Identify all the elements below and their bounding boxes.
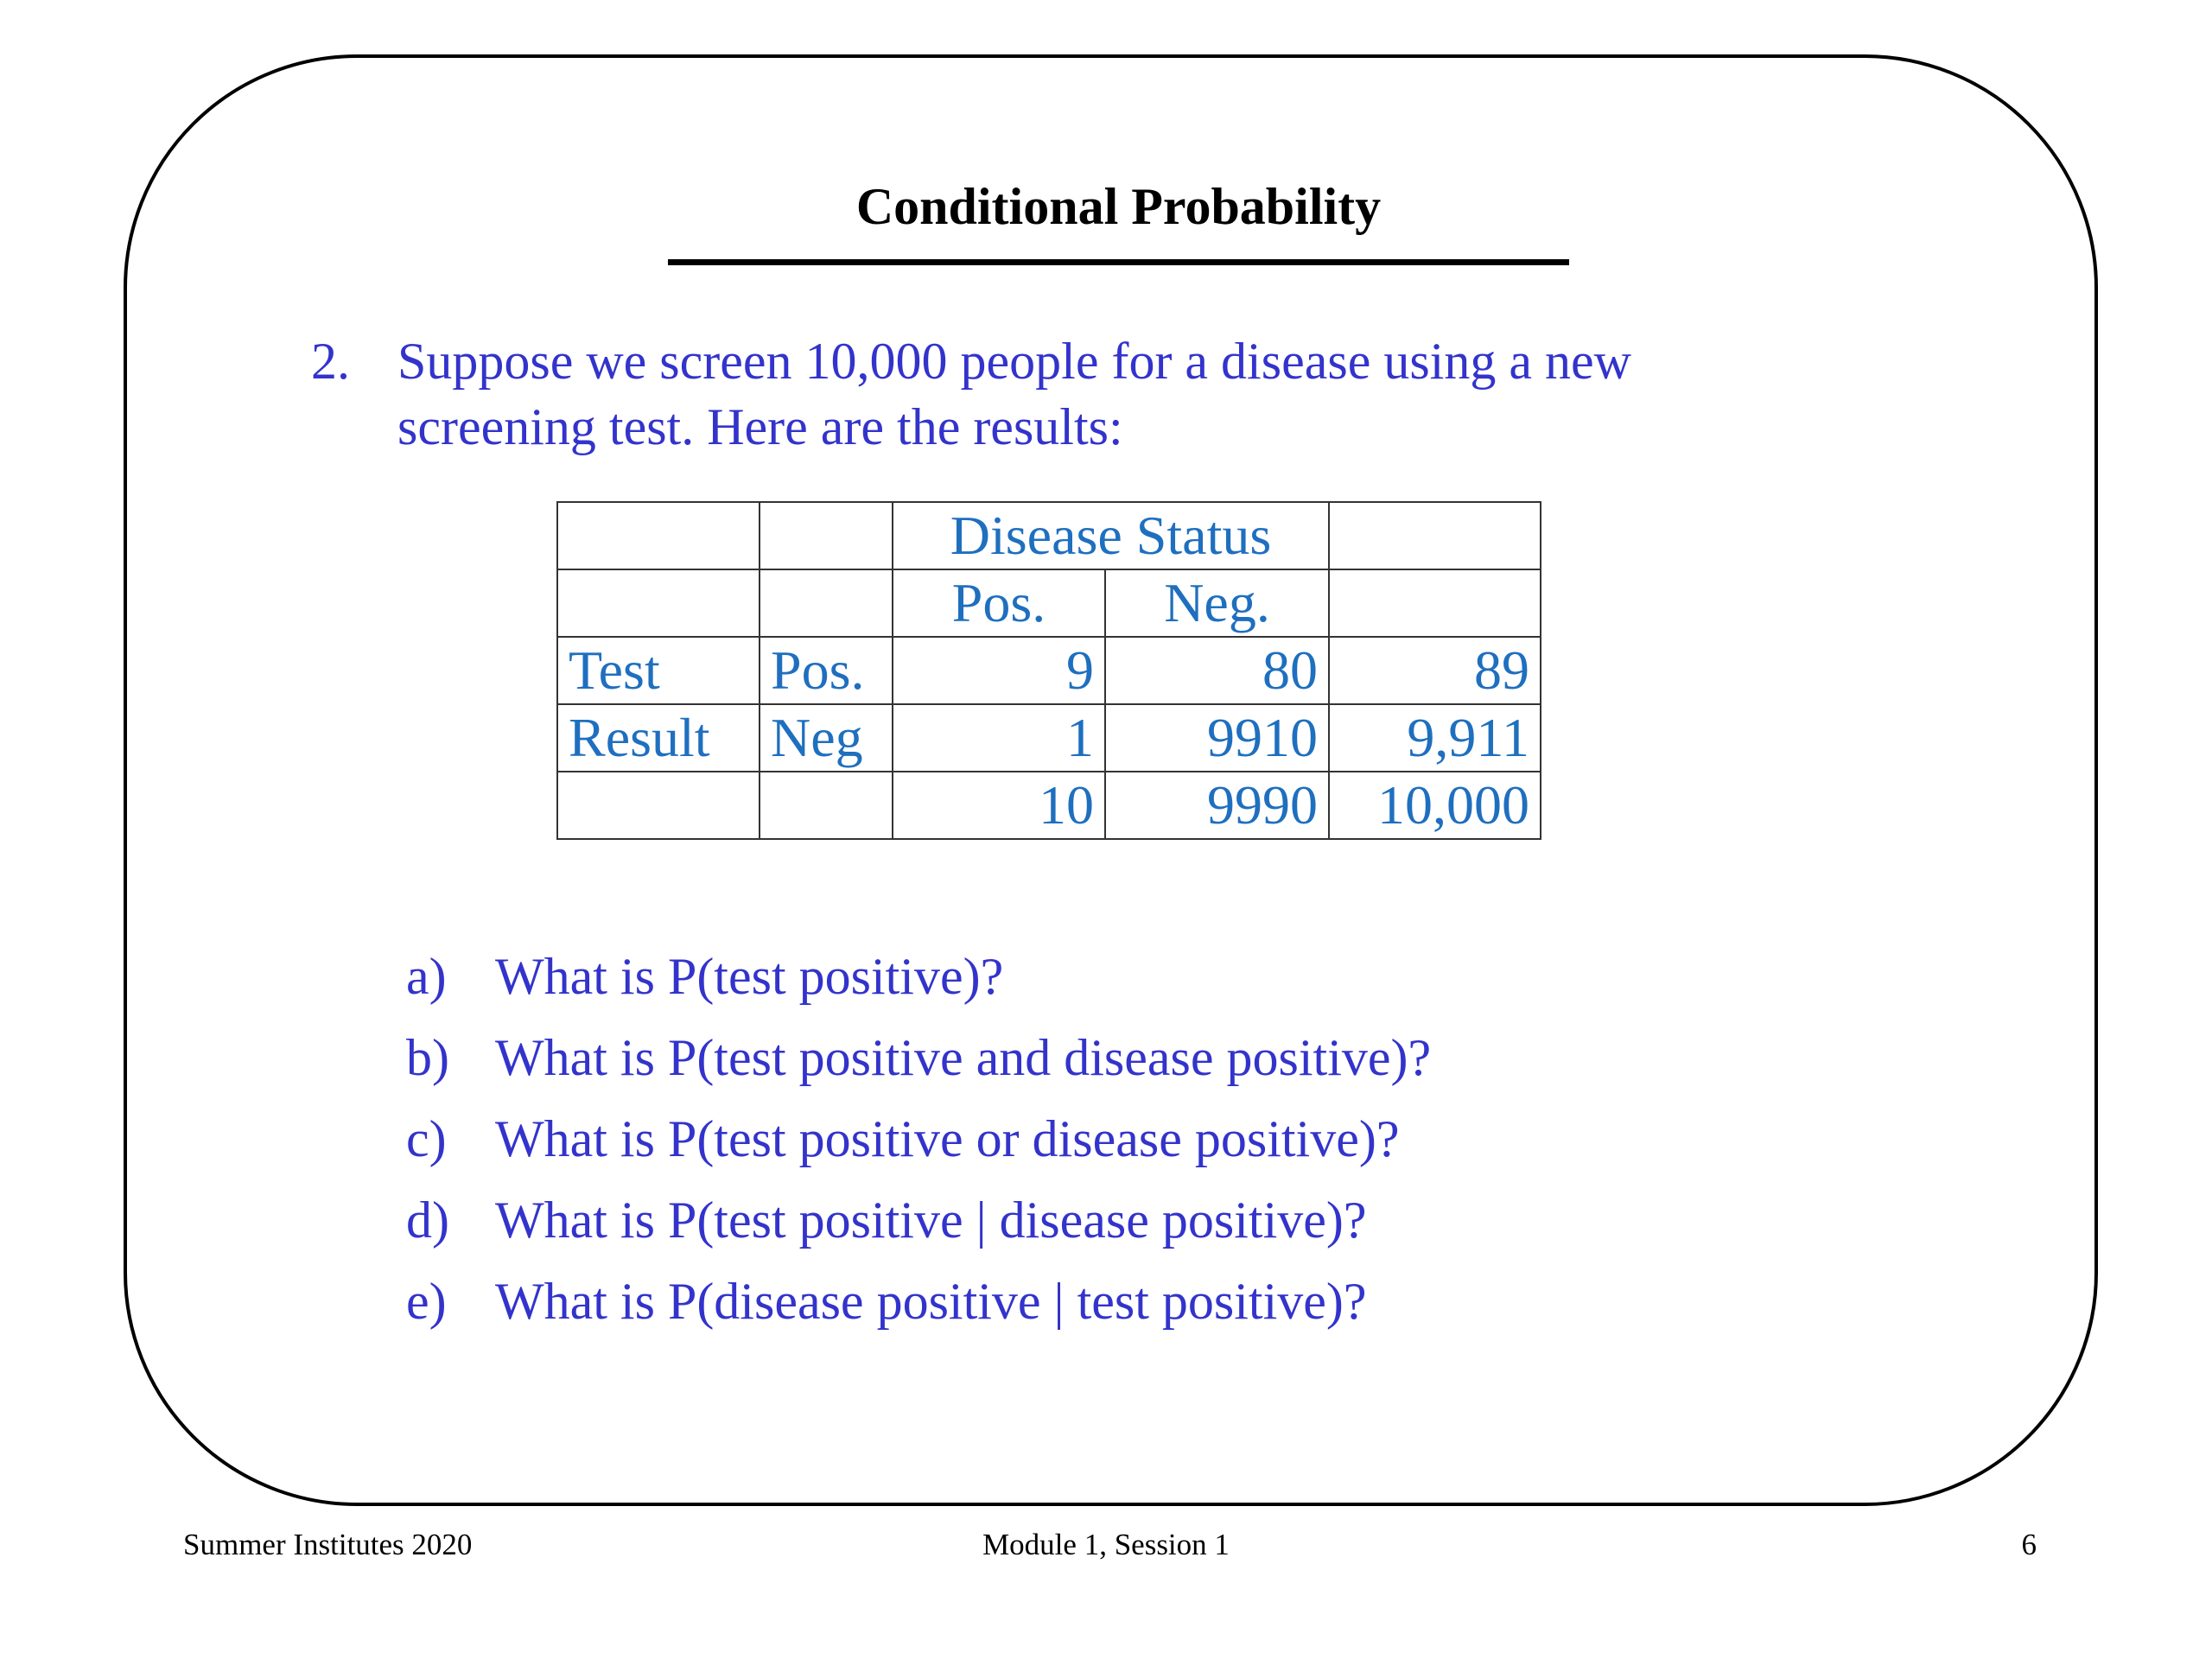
table-row-test-neg bbox=[557, 704, 1541, 772]
table-cell: 80 bbox=[1105, 637, 1329, 704]
list-item bbox=[406, 936, 2048, 1017]
table-header-row-1 bbox=[557, 502, 1541, 569]
results-table bbox=[556, 501, 1541, 840]
disease-status-header: Disease Status bbox=[893, 502, 1329, 569]
table-cell bbox=[557, 502, 760, 569]
table-cell bbox=[1329, 569, 1541, 637]
table-cell: 89 bbox=[1329, 637, 1541, 704]
row-label-pos: Pos. bbox=[760, 637, 893, 704]
table-cell bbox=[760, 569, 893, 637]
row-label-result: Result bbox=[557, 704, 760, 772]
table-cell: 9990 bbox=[1105, 772, 1329, 839]
question-label: d) bbox=[406, 1192, 449, 1249]
list-item bbox=[406, 1098, 2048, 1179]
footer-module: Module 1, Session 1 bbox=[982, 1528, 1230, 1561]
list-item bbox=[406, 1017, 2048, 1098]
table-cell: 9 bbox=[893, 637, 1105, 704]
question-label: e) bbox=[406, 1273, 447, 1330]
table-cell: 9,911 bbox=[1329, 704, 1541, 772]
question-list bbox=[406, 936, 2048, 1342]
page-number: 6 bbox=[2021, 1528, 2037, 1561]
table-cell bbox=[557, 569, 760, 637]
disease-pos-header: Pos. bbox=[893, 569, 1105, 637]
problem-text: Suppose we screen 10,000 people for a disease using a new screening test. Here are the results: bbox=[397, 333, 1631, 455]
table-row-total bbox=[557, 772, 1541, 839]
question-label: c) bbox=[406, 1110, 447, 1167]
table-cell: 10 bbox=[893, 772, 1105, 839]
footer-institute: Summer Institutes 2020 bbox=[183, 1528, 473, 1561]
list-item bbox=[406, 1261, 2048, 1342]
disease-neg-header: Neg. bbox=[1105, 569, 1329, 637]
table-cell bbox=[760, 502, 893, 569]
table-cell bbox=[557, 772, 760, 839]
table-cell: 9910 bbox=[1105, 704, 1329, 772]
question-label: b) bbox=[406, 1029, 449, 1086]
table-cell: 1 bbox=[893, 704, 1105, 772]
problem-number: 2. bbox=[311, 333, 350, 390]
slide-title: Conditional Probability bbox=[855, 178, 1382, 235]
table-header-row-2 bbox=[557, 569, 1541, 637]
question-label: a) bbox=[406, 948, 447, 1005]
list-item bbox=[406, 1179, 2048, 1261]
question-text: What is P(disease positive | test positive)? bbox=[495, 1273, 1367, 1330]
table-cell bbox=[760, 772, 893, 839]
row-label-neg: Neg bbox=[760, 704, 893, 772]
question-text: What is P(test positive)? bbox=[495, 948, 1004, 1005]
question-text: What is P(test positive | disease positive)? bbox=[495, 1192, 1367, 1249]
table-cell bbox=[1329, 502, 1541, 569]
question-text: What is P(test positive and disease positive)? bbox=[495, 1029, 1432, 1086]
title-underline bbox=[668, 259, 1569, 265]
question-text: What is P(test positive or disease positive)? bbox=[495, 1110, 1400, 1167]
row-label-test: Test bbox=[557, 637, 760, 704]
table-cell: 10,000 bbox=[1329, 772, 1541, 839]
table-row-test-pos bbox=[557, 637, 1541, 704]
